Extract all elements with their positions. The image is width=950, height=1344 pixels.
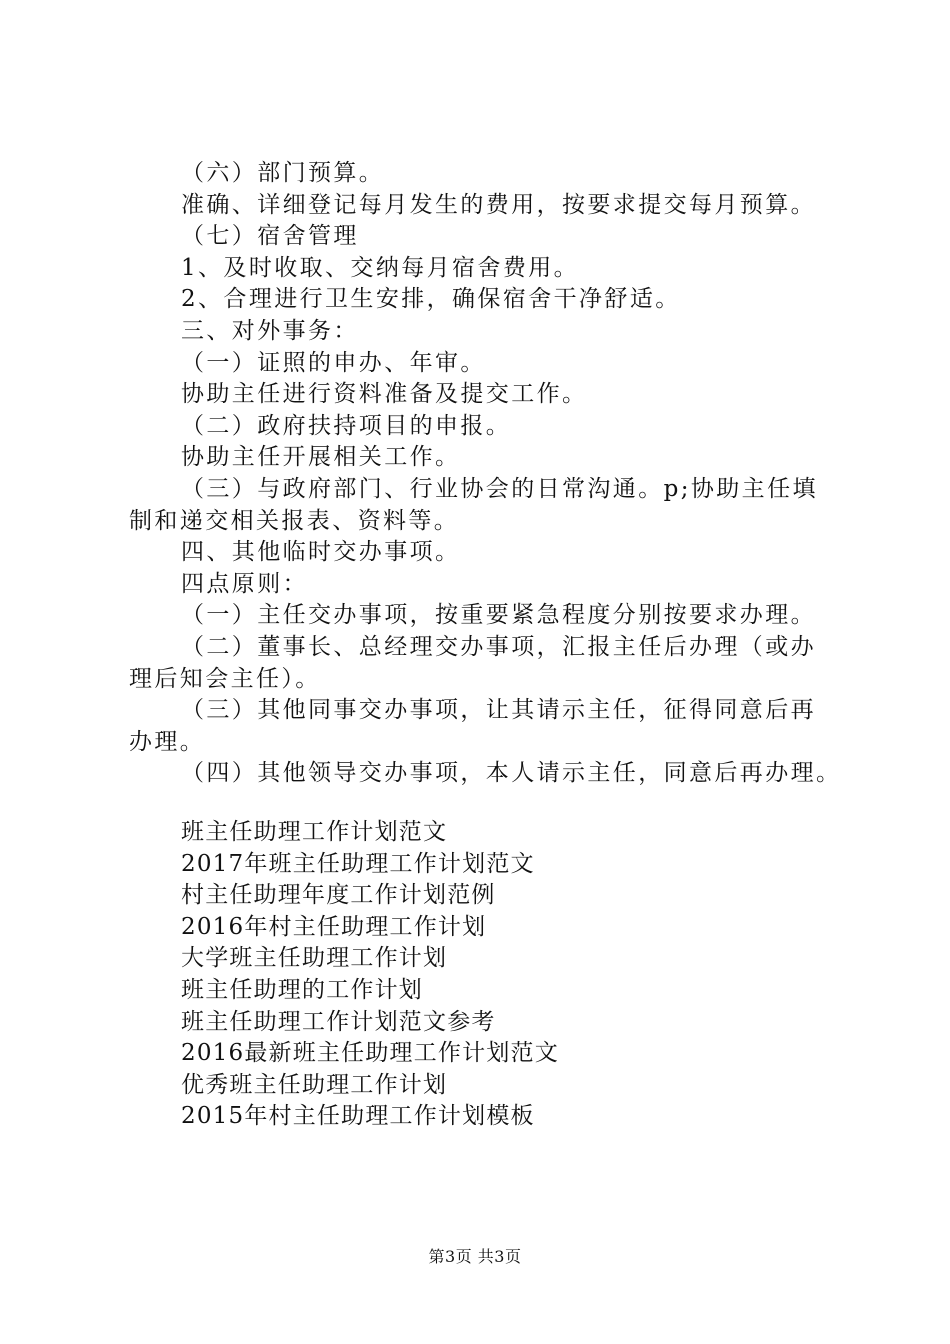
related-article-link[interactable]: 班主任助理的工作计划 — [181, 976, 423, 1003]
related-article-link[interactable]: 大学班主任助理工作计划 — [181, 945, 448, 972]
paragraph-line: 2、合理进行卫生安排，确保宿舍干净舒适。 — [181, 286, 681, 313]
paragraph-line: （七）宿舍管理 — [181, 223, 359, 250]
page-number-footer: 第3页 共3页 — [428, 1247, 522, 1266]
paragraph-line: （三）其他同事交办事项，让其请示主任，征得同意后再 — [181, 697, 816, 724]
related-article-link[interactable]: 班主任助理工作计划范文参考 — [181, 1008, 496, 1035]
related-article-link[interactable]: 优秀班主任助理工作计划 — [181, 1071, 448, 1098]
paragraph-line: 准确、详细登记每月发生的费用，按要求提交每月预算。 — [181, 191, 816, 218]
paragraph-line: （一）主任交办事项，按重要紧急程度分别按要求办理。 — [181, 602, 816, 629]
paragraph-line: 三、对外事务： — [181, 317, 359, 344]
paragraph-line: （六）部门预算。 — [181, 160, 385, 186]
paragraph-line: （二）政府扶持项目的申报。 — [181, 412, 512, 439]
paragraph-line: 理后知会主任）。 — [129, 665, 321, 692]
paragraph-line: （一）证照的申办、年审。 — [181, 349, 486, 376]
related-articles-list — [181, 817, 559, 1133]
paragraph-line: 协助主任开展相关工作。 — [181, 444, 461, 471]
related-article-link[interactable]: 2016年村主任助理工作计划 — [181, 913, 487, 940]
related-article-link[interactable]: 2015年村主任助理工作计划模板 — [181, 1103, 535, 1130]
paragraph-line: 协助主任进行资料准备及提交工作。 — [181, 381, 588, 408]
paragraph-line: （二）董事长、总经理交办事项，汇报主任后办理（或办 — [181, 633, 816, 660]
related-article-link[interactable]: 村主任助理年度工作计划范例 — [181, 882, 496, 909]
paragraph-line: 制和递交相关报表、资料等。 — [129, 507, 460, 534]
paragraph-line: 办理。 — [129, 728, 206, 755]
related-article-link[interactable]: 2016最新班主任助理工作计划范文 — [181, 1040, 559, 1067]
related-article-link[interactable]: 班主任助理工作计划范文 — [181, 819, 448, 845]
paragraph-line: （四）其他领导交办事项，本人请示主任，同意后再办理。 — [181, 760, 842, 787]
document-body — [129, 158, 841, 790]
paragraph-line: 1、及时收取、交纳每月宿舍费用。 — [181, 254, 580, 281]
paragraph-line: 四点原则： — [181, 570, 308, 597]
related-article-link[interactable]: 2017年班主任助理工作计划范文 — [181, 850, 535, 877]
paragraph-line: （三）与政府部门、行业协会的日常沟通。p;协助主任填 — [181, 475, 818, 502]
paragraph-line: 四、其他临时交办事项。 — [181, 539, 461, 566]
